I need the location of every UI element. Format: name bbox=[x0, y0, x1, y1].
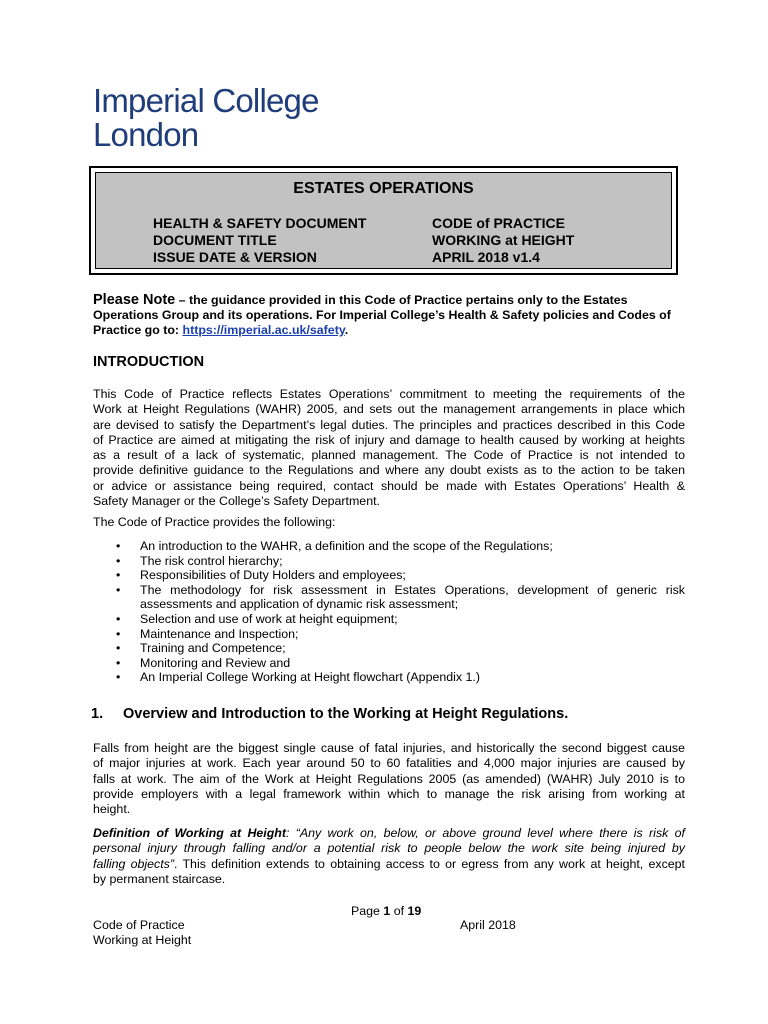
intro-line: Work at Height Regulations (WAHR) 2005, and sets out the management arrangements in place which bbox=[93, 402, 685, 417]
footer-doc-title: Working at Height bbox=[93, 933, 192, 947]
intro-line: This Code of Practice reflects Estates Operations’ commitment to meeting the requirements of the bbox=[93, 387, 685, 401]
list-item: • The risk control hierarchy; bbox=[116, 553, 283, 568]
imperial-college-logo bbox=[93, 84, 319, 151]
intro-line: as a result of a lack of systematic, planned management. The Code of Practice is not intended to bbox=[93, 448, 685, 463]
please-note-text: – the guidance provided in this Code of Practice pertains only to the Estates Operations Group and its operations. For Imperial College’s Health & Safety policies and Codes of Practice go to: bbox=[93, 293, 671, 337]
logo-line-1: Imperial College bbox=[93, 82, 319, 119]
intro-line: or advice or assistance being required, contact should be made with Estates Operations’ Health & bbox=[93, 478, 685, 493]
section-1-line: of major injuries at work. Each year around 50 to 60 fatalities and 4,000 major injuries are caused by bbox=[93, 756, 685, 771]
introduction-heading: INTRODUCTION bbox=[93, 354, 205, 370]
list-item: • Monitoring and Review and bbox=[116, 655, 291, 670]
section-1-line: Falls from height are the biggest single cause of fatal injuries, and historically the second biggest cause bbox=[93, 741, 685, 755]
intro-line: are devised to satisfy the Department’s legal duties. The principles and practices described in this Code bbox=[93, 417, 685, 432]
intro-line: Safety Manager or the College’s Safety Department. bbox=[93, 494, 380, 509]
list-item: • An introduction to the WAHR, a definition and the scope of the Regulations; bbox=[116, 539, 553, 553]
definition-line: by permanent staircase. bbox=[93, 871, 226, 886]
intro-line: provide definitive guidance to the Regulations and where any doubt exists as to the action to be taken bbox=[93, 463, 685, 478]
list-item: • Responsibilities of Duty Holders and employees; bbox=[116, 568, 406, 583]
list-item-continuation: assessments and application of dynamic risk assessment; bbox=[140, 597, 459, 612]
header-label-2: DOCUMENT TITLE bbox=[153, 232, 277, 248]
section-1-line: falls at work. The aim of the Work at Height Regulations 2005 (as amended) (WAHR) July 2010 is to bbox=[93, 771, 685, 786]
header-title: ESTATES OPERATIONS bbox=[293, 180, 474, 197]
provisions-list bbox=[93, 539, 685, 685]
logo-line-2: London bbox=[93, 116, 199, 153]
please-note-lead: Please Note bbox=[93, 292, 176, 308]
intro-line: of Practice are aimed at mitigating the risk of injury and damage to health caused by working at heights bbox=[93, 432, 685, 447]
list-item: • The methodology for risk assessment in Estates Operations, development of generic risk bbox=[116, 582, 685, 597]
header-label-3: ISSUE DATE & VERSION bbox=[153, 249, 317, 265]
page-number: Page 1 of 19 bbox=[351, 904, 422, 918]
footer-doc-type: Code of Practice bbox=[93, 918, 185, 932]
definition-line: personal injury through falling and/or a potential risk to people below the work site being injured by bbox=[93, 841, 685, 856]
header-label-1: HEALTH & SAFETY DOCUMENT bbox=[153, 215, 367, 231]
list-item: • Maintenance and Inspection; bbox=[116, 626, 299, 641]
list-item: • An Imperial College Working at Height flowchart (Appendix 1.) bbox=[116, 670, 480, 685]
please-note-end: . bbox=[344, 323, 349, 337]
header-value-1: CODE of PRACTICE bbox=[432, 215, 565, 231]
provides-intro: The Code of Practice provides the following: bbox=[93, 515, 336, 529]
footer-date: April 2018 bbox=[460, 918, 516, 932]
section-1-title: Overview and Introduction to the Working at Height Regulations. bbox=[123, 706, 569, 722]
definition-label: Definition of Working at Height bbox=[93, 826, 286, 840]
section-1-line: provide employers with a legal framework within which to manage the risk arising from working at bbox=[93, 786, 685, 801]
section-1-paragraph bbox=[93, 741, 685, 817]
safety-link[interactable]: https://imperial.ac.uk/safety bbox=[182, 323, 345, 337]
header-value-3: APRIL 2018 v1.4 bbox=[432, 249, 540, 265]
definition-paragraph bbox=[93, 826, 685, 887]
please-note bbox=[93, 293, 685, 338]
section-1-number: 1. bbox=[91, 706, 104, 722]
list-item: • Selection and use of work at height equipment; bbox=[116, 611, 398, 626]
list-item: • Training and Competence; bbox=[116, 641, 286, 656]
definition-line: falling objects”. This definition extends to obtaining access to or egress from any work at height, except bbox=[93, 856, 685, 871]
document-header-box bbox=[89, 166, 678, 275]
section-1-line: height. bbox=[93, 802, 131, 817]
definition-line: Definition of Working at Height: “Any work on, below, or above ground level where there is risk of bbox=[93, 826, 685, 840]
introduction-paragraph bbox=[93, 387, 685, 509]
header-value-2: WORKING at HEIGHT bbox=[432, 232, 575, 248]
